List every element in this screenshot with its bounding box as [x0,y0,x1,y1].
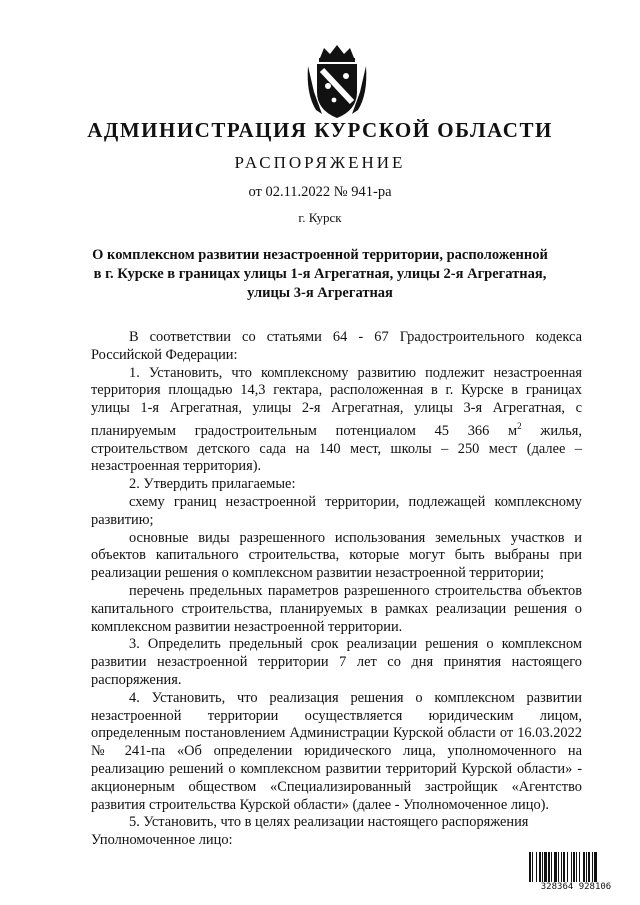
barcode-bar [583,852,585,882]
title-line: в г. Курске в границах улицы 1-я Агрегатная, улицы 2-я Агрегатная, [93,266,547,282]
intro-paragraph: В соответствии со статьями 64 - 67 Градостроительного кодекса Российской Федерации: [91,329,582,363]
title-line: улицы 3-я Агрегатная [247,285,393,301]
barcode-bar [567,852,568,882]
barcode-bar [573,852,575,882]
paragraph-1-text-end: жилья, строительством детского сада на 140 мест, школы – 250 мест (далее – незастроенная территория). [91,422,583,475]
document-body [91,329,582,850]
barcode-bar [536,852,537,882]
barcode-bar [588,852,590,882]
barcode-bar [554,852,557,882]
paragraph-2c: перечень предельных параметров разрешенного строительства объектов капитального строительства, планируемых в рамках реализации решения о комплексном развитии незастроенной территории. [91,582,582,635]
document-city: г. Курск [298,210,342,225]
barcode-bar [532,852,533,882]
barcode-bar [558,852,559,882]
barcode-bar [529,852,531,882]
barcode-bar [576,852,577,882]
title-line: О комплексном развитии незастроенной территории, расположенной [92,247,548,263]
barcode-number: 328364 928106 [540,882,612,892]
barcode [527,852,625,896]
barcode-bars [529,852,623,882]
paragraph-2a: схему границ незастроенной территории, подлежащей комплексному развитию; [91,493,582,528]
barcode-bar [561,852,562,882]
paragraph-1-text: 1. Установить, что комплексному развитию подлежит незастроенная территория площадью 14,3 гектара, расположенная в г. Курске в границах улицы 1-я Агрегатная, улицы 2-я Агрегатная, улицы 3-я Агрегатная, с планируемым градостроительным потенциалом 45 366 м [91,364,582,439]
document-title [0,246,640,303]
barcode-bar [548,852,550,882]
paragraph-1 [91,365,582,477]
agency-title: АДМИНИСТРАЦИЯ КУРСКОЙ ОБЛАСТИ [87,118,553,142]
barcode-bar [544,852,547,882]
paragraph-2b: основные виды разрешенного использования земельных участков и объектов капитального строительства, которые могут быть выбраны при реализации решения о комплексном развитии незастроенной территории; [91,529,582,582]
paragraph-4: 4. Установить, что реализация решения о комплексном развитии незастроенной территории осуществляется юридическим лицом, определенным постановлением Администрации Курской области от 16.03.2022 № 241-па «Об определении юридического лица, уполномоченного на реализацию решений о комплексном развитии территорий Курской области» - акционерным обществом «Специализированный застройщик «Агентство развития строительства Курской области» (далее - Уполномоченное лицо). [91,689,582,813]
barcode-bar [592,852,593,882]
barcode-bar [594,852,597,882]
barcode-bar [586,852,587,882]
document-number: от 02.11.2022 № 941-ра [248,184,392,200]
paragraph-2: 2. Утвердить прилагаемые: [129,476,296,493]
paragraph-5: 5. Установить, что в целях реализации настоящего распоряжения Уполномоченное лицо: [91,814,529,849]
document-type: РАСПОРЯЖЕНИЕ [234,153,406,172]
barcode-bar [571,852,572,882]
paragraph-3: 3. Определить предельный срок реализации решения о комплексном развитии незастроенной территории 7 лет со дня принятия настоящего распоряжения. [91,636,582,688]
barcode-bar [539,852,541,882]
barcode-bar [542,852,543,882]
kursk-coat-of-arms-icon [306,44,368,120]
barcode-bar [563,852,565,882]
barcode-bar [551,852,552,882]
superscript: 2 [517,420,522,431]
barcode-bar [579,852,580,882]
